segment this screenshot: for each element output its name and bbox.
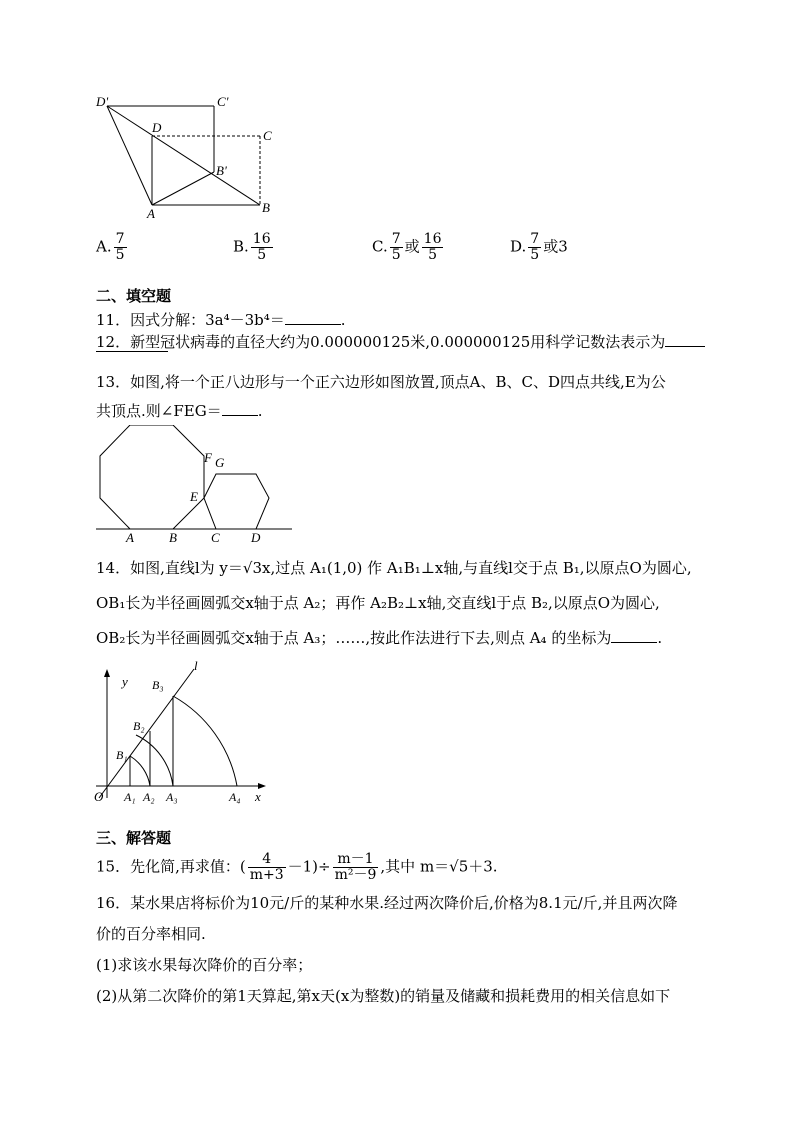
q10-option-b [233, 232, 275, 263]
question-text: 12．新型冠状病毒的直径大约为0.000000125米,0.000000125用科学记数法表示为 [96, 333, 666, 351]
question-14-line3 [96, 628, 662, 648]
numerator: 7 [530, 231, 540, 247]
option-letter: B. [233, 237, 249, 256]
q10-option-d [510, 232, 568, 263]
answer-blank-continued [96, 351, 168, 352]
fraction [390, 232, 403, 263]
question-text: OB₂长为半径画圆弧交x轴于点 A₃；……,按此作法进行下去,则点 A₄ 的坐标为 [96, 629, 612, 647]
denominator: 5 [391, 247, 401, 263]
label-A: A [126, 530, 134, 545]
option-letter: A. [96, 237, 112, 256]
q14-spiral-arc-figure [88, 658, 278, 808]
label-C: C [263, 128, 272, 143]
answer-blank [222, 401, 258, 416]
question-11 [96, 310, 346, 330]
arc-B1A2 [130, 756, 150, 786]
fraction [333, 852, 379, 883]
label-D-prime: D' [96, 94, 109, 109]
question-14-line2: OB₁长为半径画圆弧交x轴于点 A₂；再作 A₂B₂⊥x轴,交直线l于点 B₂,以原点O为圆心, [96, 594, 660, 612]
label-C-prime: C' [217, 94, 229, 109]
denominator: 5 [257, 247, 267, 263]
numerator: 7 [115, 231, 125, 247]
conjunction: 或 [404, 237, 420, 256]
question-16-line2: 价的百分率相同. [96, 925, 206, 943]
question-15 [96, 852, 498, 883]
question-12 [96, 332, 705, 352]
q13-octagon-hexagon-figure [94, 425, 304, 545]
numerator: 7 [391, 231, 401, 247]
label-D: D [251, 530, 261, 545]
question-end: . [340, 311, 346, 329]
label-O: O [94, 789, 104, 804]
fraction [248, 852, 286, 883]
label-C: C [211, 530, 220, 545]
label-B: B [262, 200, 270, 215]
label-A2: A₂ [143, 790, 155, 804]
label-x: x [255, 789, 261, 804]
segment-AB' [152, 172, 214, 205]
section-fill-in-title: 二、填空题 [96, 287, 172, 305]
label-B2: B₂ [133, 719, 145, 733]
answer-blank [665, 332, 705, 347]
fraction [251, 232, 273, 263]
conjunction: 或3 [543, 237, 568, 256]
question-text: 11．因式分解：3a⁴－3b⁴＝ [96, 311, 285, 329]
label-B3: B₃ [152, 678, 164, 692]
fraction [528, 232, 541, 263]
option-letter: C. [372, 237, 388, 256]
section-solution-title: 三、解答题 [96, 829, 172, 847]
fraction [422, 232, 444, 263]
numerator: 16 [252, 231, 271, 247]
question-16-part1: (1)求该水果每次降价的百分率； [96, 956, 313, 974]
answer-blank [285, 310, 341, 325]
label-F: F [204, 450, 212, 465]
question-16-line1: 16．某水果店将标价为10元/斤的某种水果.经过两次降价后,价格为8.1元/斤,并且两次降 [96, 894, 678, 912]
fraction [114, 232, 127, 263]
question-14-line1: 14．如图,直线l为 y＝√3x,过点 A₁(1,0) 作 A₁B₁⊥x轴,与直线l交于点 B₁,以原点O为圆心, [96, 559, 692, 577]
question-16-part2: (2)从第二次降价的第1天算起,第x天(x为整数)的销量及储藏和损耗费用的相关信息如下 [96, 987, 671, 1005]
line-l [99, 669, 194, 798]
regular-hexagon [204, 474, 269, 529]
numerator: 4 [248, 852, 286, 868]
label-y: y [122, 674, 128, 689]
question-13-line1: 13．如图,将一个正八边形与一个正六边形如图放置,顶点A、B、C、D四点共线,E为公 [96, 373, 666, 391]
label-A1: A₁ [124, 790, 136, 804]
label-G: G [215, 455, 225, 470]
question-text: －1)÷ [287, 857, 331, 876]
label-A: A [147, 206, 155, 220]
label-A3: A₃ [166, 790, 178, 804]
denominator: m²－9 [334, 867, 377, 883]
question-13-line2 [96, 401, 262, 421]
question-end: . [657, 629, 663, 647]
q10-geometry-figure [92, 90, 292, 220]
denominator: m+3 [249, 867, 284, 883]
denominator: 5 [530, 247, 540, 263]
label-D: D [152, 120, 162, 135]
answer-blank [611, 628, 657, 643]
q10-option-a [96, 232, 129, 263]
label-E: E [190, 489, 198, 504]
q10-option-c [372, 232, 445, 263]
denominator: 5 [115, 247, 125, 263]
label-B-prime: B' [216, 163, 227, 178]
question-text: 共顶点.则∠FEG＝ [96, 402, 222, 420]
arc-B2A3 [136, 735, 173, 786]
label-B: B [169, 530, 177, 545]
y-axis-arrow [104, 669, 110, 677]
numerator: m－1 [333, 852, 379, 868]
label-B1: B₁ [116, 748, 128, 762]
denominator: 5 [428, 247, 438, 263]
label-l: l [194, 658, 198, 673]
question-text: ,其中 m＝√5＋3. [380, 857, 498, 876]
label-A4: A₄ [229, 790, 241, 804]
question-end: . [257, 402, 263, 420]
question-text: 15．先化简,再求值：( [96, 857, 246, 876]
option-letter: D. [510, 237, 527, 256]
arc-B3A4 [173, 696, 237, 786]
numerator: 16 [423, 231, 442, 247]
regular-octagon [100, 425, 204, 529]
